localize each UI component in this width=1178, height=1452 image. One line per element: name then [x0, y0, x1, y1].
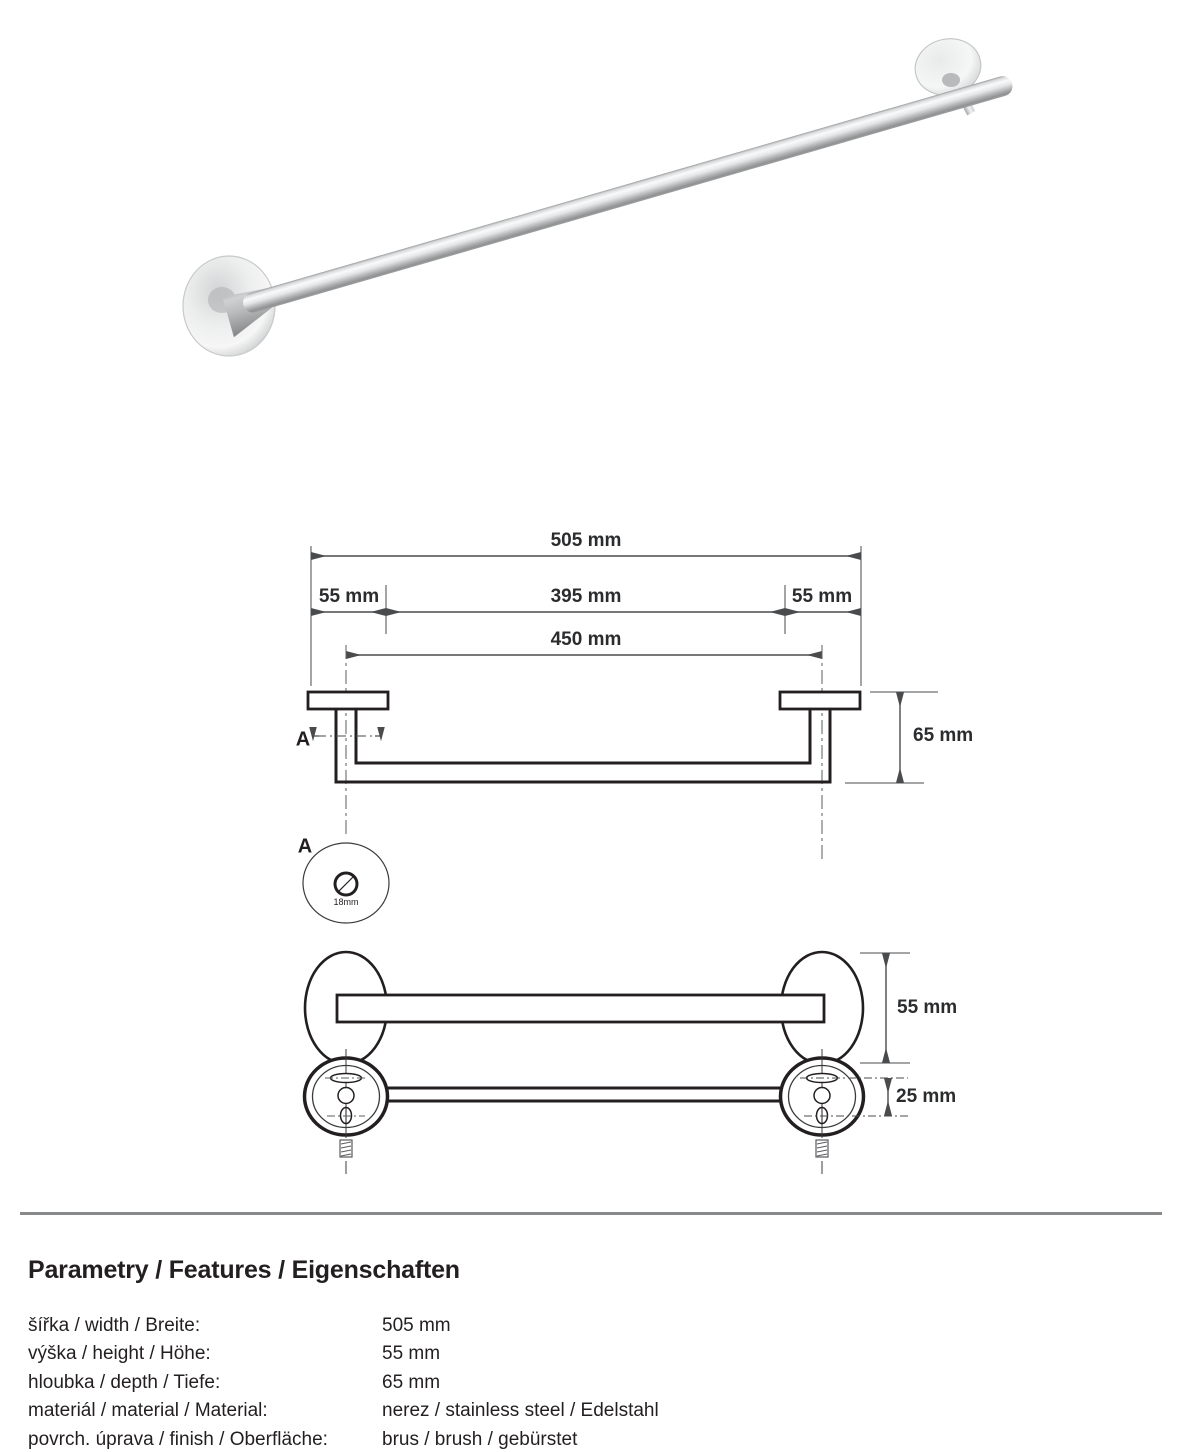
screw-right — [816, 1140, 828, 1157]
param-label: hloubka / depth / Tiefe: — [28, 1371, 221, 1393]
centerlines-top-view — [346, 645, 822, 860]
bar-diameter-label: 18mm — [333, 897, 359, 907]
dim-depth-label: 65 mm — [913, 725, 974, 746]
parameters-heading: Parametry / Features / Eigenschaften — [28, 1256, 460, 1284]
section-cut-marks — [313, 727, 381, 736]
param-label: šířka / width / Breite: — [28, 1315, 201, 1336]
top-view — [308, 692, 860, 782]
param-label: povrch. úprava / finish / Oberfläche: — [28, 1428, 328, 1450]
param-row-width — [28, 1312, 659, 1340]
param-row-material — [28, 1397, 659, 1425]
dim-center-span-label: 395 mm — [550, 586, 622, 607]
bottom-right-flange — [781, 1049, 864, 1174]
param-label: výška / height / Höhe: — [28, 1343, 211, 1365]
param-value: 65 mm — [382, 1371, 441, 1393]
param-row-depth — [28, 1369, 659, 1397]
front-view — [305, 952, 863, 1064]
dim-mount-spacing-label: 450 mm — [550, 629, 622, 650]
dim-hole-spacing-label: 25 mm — [896, 1086, 957, 1107]
bottom-view — [305, 1049, 909, 1174]
dim-right-offset-label: 55 mm — [791, 586, 853, 607]
dim-flange-diameter-label: 55 mm — [897, 997, 958, 1018]
bottom-left-flange — [305, 1049, 388, 1174]
detail-letter: A — [297, 835, 313, 858]
param-value: 505 mm — [382, 1315, 451, 1336]
parameters-table — [28, 1312, 659, 1452]
dim-left-offset-label: 55 mm — [318, 586, 380, 607]
dim-overall-505 — [311, 546, 861, 686]
photo-bar — [222, 70, 1020, 337]
detail-a-view — [303, 843, 389, 923]
param-label: materiál / material / Material: — [28, 1400, 268, 1422]
param-value: nerez / stainless steel / Edelstahl — [382, 1400, 659, 1422]
param-row-finish — [28, 1426, 659, 1452]
section-divider — [20, 1212, 1162, 1215]
param-row-height — [28, 1340, 659, 1368]
product-photo — [183, 33, 1020, 356]
section-letter: A — [295, 728, 311, 751]
param-value: 55 mm — [382, 1343, 441, 1365]
param-value: brus / brush / gebürstet — [382, 1428, 578, 1450]
screw-left — [340, 1140, 352, 1157]
dim-overall-width-label: 505 mm — [550, 530, 622, 551]
